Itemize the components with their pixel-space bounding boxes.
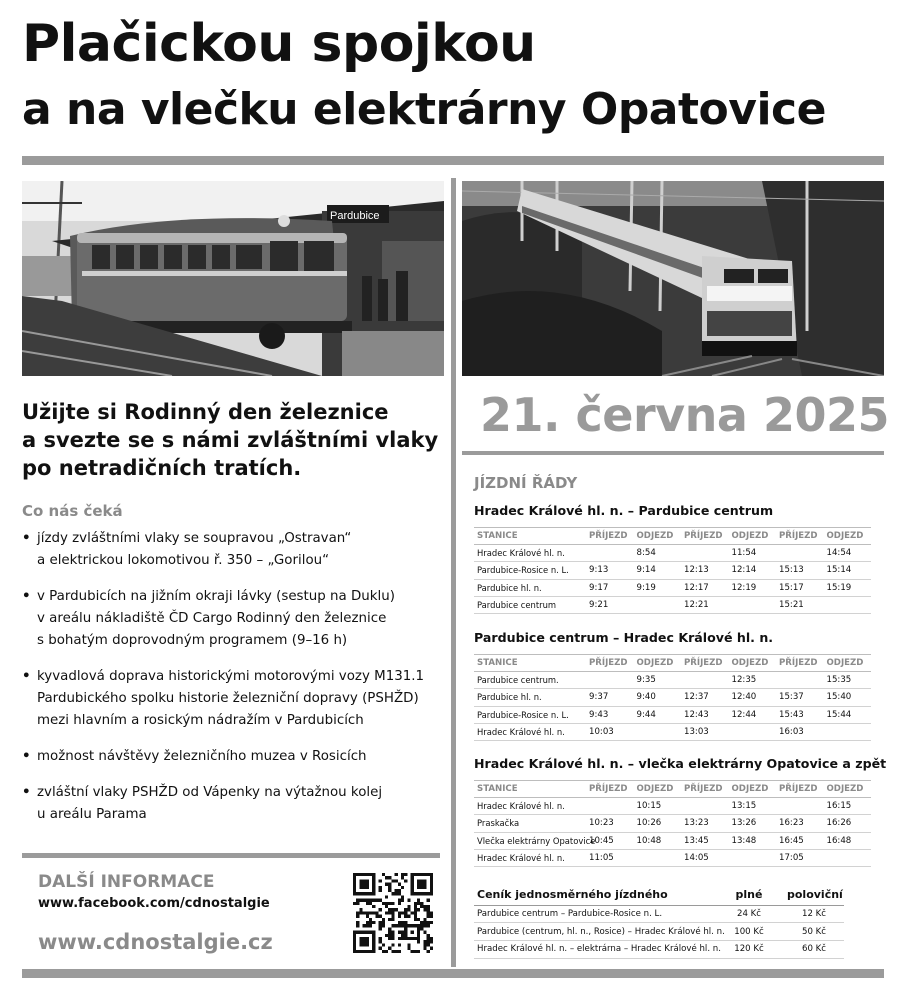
table-row — [474, 596, 871, 613]
table-row — [474, 940, 844, 958]
photo-historic-railcar — [22, 181, 444, 376]
time-cell — [824, 723, 872, 740]
station-name: Hradec Králové hl. n. — [474, 798, 586, 815]
fare-price: 120 Kč — [714, 940, 784, 958]
time-cell: 16:26 — [824, 815, 872, 832]
time-cell: 12:21 — [681, 596, 729, 613]
timetable-column-header: PŘÍJEZD — [586, 781, 634, 798]
time-cell — [729, 849, 777, 866]
time-cell: 17:05 — [776, 849, 824, 866]
what-awaits-item-line: a elektrickou lokomotivou ř. 350 – „Gorilou“ — [37, 553, 330, 568]
what-awaits-heading: Co nás čeká — [22, 502, 123, 520]
timetable-column-header: ODJEZD — [824, 655, 872, 672]
time-cell: 15:19 — [824, 579, 872, 596]
what-awaits-item — [22, 746, 442, 768]
what-awaits-item-line: • kyvadlová doprava historickými motorovými vozy M131.1 — [37, 669, 425, 684]
time-cell: 9:19 — [634, 579, 682, 596]
fare-route: Pardubice (centrum, hl. n., Rosice) – Hradec Králové hl. n. — [474, 923, 714, 941]
timetable-column-header: PŘÍJEZD — [776, 655, 824, 672]
photo-ostravan-train — [462, 181, 884, 376]
timetable-column-header: ODJEZD — [729, 528, 777, 545]
fare-header-row — [474, 885, 844, 905]
time-cell — [776, 672, 824, 689]
qr-code-icon — [353, 873, 433, 953]
time-cell — [729, 596, 777, 613]
time-cell: 12:37 — [681, 689, 729, 706]
timetable-hk-pardubice — [474, 527, 871, 614]
time-cell: 10:48 — [634, 832, 682, 849]
what-awaits-item — [22, 528, 442, 572]
timetables-heading: JÍZDNÍ ŘÁDY — [474, 474, 578, 492]
station-name: Praskačka — [474, 815, 586, 832]
time-cell: 9:37 — [586, 689, 634, 706]
date-divider — [462, 451, 884, 455]
page-title: Plačickou spojkou — [22, 14, 536, 74]
time-cell: 13:48 — [729, 832, 777, 849]
time-cell — [634, 849, 682, 866]
timetable-column-header: ODJEZD — [729, 781, 777, 798]
time-cell: 12:44 — [729, 706, 777, 723]
timetable-title: Pardubice centrum – Hradec Králové hl. n. — [474, 630, 774, 645]
time-cell: 9:40 — [634, 689, 682, 706]
time-cell: 10:03 — [586, 723, 634, 740]
time-cell — [681, 798, 729, 815]
time-cell: 10:45 — [586, 832, 634, 849]
what-awaits-list — [22, 528, 442, 840]
time-cell: 10:23 — [586, 815, 634, 832]
time-cell: 12:14 — [729, 562, 777, 579]
what-awaits-item — [22, 666, 442, 732]
table-row — [474, 706, 871, 723]
timetable-pardubice-hk — [474, 654, 871, 741]
time-cell — [586, 672, 634, 689]
what-awaits-item-line: Pardubického spolku historie železniční dopravy (PSHŽD) — [37, 691, 419, 706]
table-row — [474, 815, 871, 832]
timetable-column-header: STANICE — [474, 528, 586, 545]
column-divider — [451, 178, 456, 967]
station-name: Hradec Králové hl. n. — [474, 545, 586, 562]
time-cell: 12:19 — [729, 579, 777, 596]
timetable-column-header: PŘÍJEZD — [776, 781, 824, 798]
time-cell: 16:23 — [776, 815, 824, 832]
time-cell: 14:54 — [824, 545, 872, 562]
fare-price: 60 Kč — [784, 940, 844, 958]
table-row — [474, 672, 871, 689]
station-name: Vlečka elektrárny Opatovice — [474, 832, 586, 849]
timetable-column-header: PŘÍJEZD — [586, 655, 634, 672]
timetable-column-header: PŘÍJEZD — [681, 655, 729, 672]
fare-column-header: poloviční — [784, 885, 844, 905]
time-cell: 9:44 — [634, 706, 682, 723]
fare-route: Pardubice centrum – Pardubice-Rosice n. L. — [474, 905, 714, 923]
time-cell: 10:26 — [634, 815, 682, 832]
what-awaits-item — [22, 782, 442, 826]
time-cell: 12:43 — [681, 706, 729, 723]
time-cell — [681, 545, 729, 562]
table-row — [474, 923, 844, 941]
what-awaits-item-line: u areálu Parama — [37, 807, 147, 822]
time-cell: 15:40 — [824, 689, 872, 706]
what-awaits-item-line: • jízdy zvláštními vlaky se soupravou „Ostravan“ — [37, 531, 352, 546]
time-cell: 15:44 — [824, 706, 872, 723]
what-awaits-item — [22, 586, 442, 652]
railcar-illustration — [22, 181, 444, 376]
timetable-title: Hradec Králové hl. n. – Pardubice centrum — [474, 503, 774, 518]
time-cell: 11:54 — [729, 545, 777, 562]
table-row — [474, 849, 871, 866]
table-row — [474, 579, 871, 596]
station-name: Pardubice centrum — [474, 596, 586, 613]
time-cell: 13:03 — [681, 723, 729, 740]
time-cell — [634, 723, 682, 740]
station-sign: Pardubice — [330, 210, 380, 222]
time-cell: 10:15 — [634, 798, 682, 815]
time-cell: 11:05 — [586, 849, 634, 866]
fare-column-header: Ceník jednosměrného jízdného — [474, 885, 714, 905]
table-row — [474, 905, 844, 923]
timetable-column-header: ODJEZD — [634, 528, 682, 545]
time-cell: 13:23 — [681, 815, 729, 832]
station-name: Pardubice hl. n. — [474, 689, 586, 706]
time-cell: 13:45 — [681, 832, 729, 849]
timetable-column-header: PŘÍJEZD — [776, 528, 824, 545]
time-cell — [824, 596, 872, 613]
fare-route: Hradec Králové hl. n. – elektrárna – Hradec Králové hl. n. — [474, 940, 714, 958]
timetable-column-header: PŘÍJEZD — [586, 528, 634, 545]
what-awaits-item-line: • v Pardubicích na jižním okraji lávky (sestup na Duklu) — [37, 589, 395, 604]
station-name: Pardubice-Rosice n. L. — [474, 706, 586, 723]
station-name: Hradec Králové hl. n. — [474, 723, 586, 740]
what-awaits-item-line: mezi hlavním a rosickým nádražím v Pardubicích — [37, 713, 364, 728]
page-subtitle: a na vlečku elektrárny Opatovice — [22, 84, 826, 135]
time-cell: 14:05 — [681, 849, 729, 866]
time-cell: 15:14 — [824, 562, 872, 579]
time-cell: 9:43 — [586, 706, 634, 723]
table-row — [474, 798, 871, 815]
time-cell — [824, 849, 872, 866]
time-cell: 12:40 — [729, 689, 777, 706]
table-row — [474, 832, 871, 849]
time-cell: 16:45 — [776, 832, 824, 849]
table-row — [474, 545, 871, 562]
table-row — [474, 689, 871, 706]
fare-price: 24 Kč — [714, 905, 784, 923]
fare-price: 50 Kč — [784, 923, 844, 941]
time-cell — [776, 798, 824, 815]
time-cell: 16:15 — [824, 798, 872, 815]
timetable-column-header: ODJEZD — [634, 781, 682, 798]
time-cell: 15:17 — [776, 579, 824, 596]
timetable-column-header: ODJEZD — [824, 781, 872, 798]
more-info-heading: DALŠÍ INFORMACE — [38, 872, 215, 892]
timetable-column-header: STANICE — [474, 781, 586, 798]
website-link[interactable]: www.cdnostalgie.cz — [38, 930, 273, 954]
time-cell: 8:54 — [634, 545, 682, 562]
fare-price: 100 Kč — [714, 923, 784, 941]
table-row — [474, 562, 871, 579]
time-cell: 12:13 — [681, 562, 729, 579]
fare-price: 12 Kč — [784, 905, 844, 923]
timetable-column-header: PŘÍJEZD — [681, 528, 729, 545]
station-name: Hradec Králové hl. n. — [474, 849, 586, 866]
what-awaits-item-line: v areálu nákladiště ČD Cargo Rodinný den železnice — [37, 611, 387, 626]
time-cell: 9:17 — [586, 579, 634, 596]
timetable-header-row — [474, 528, 871, 545]
timetable-hk-opatovice — [474, 780, 871, 867]
time-cell — [776, 545, 824, 562]
train-illustration — [462, 181, 884, 376]
time-cell — [681, 672, 729, 689]
station-name: Pardubice-Rosice n. L. — [474, 562, 586, 579]
time-cell — [586, 798, 634, 815]
footer-divider — [22, 969, 884, 978]
time-cell: 13:26 — [729, 815, 777, 832]
station-name: Pardubice centrum. — [474, 672, 586, 689]
timetable-header-row — [474, 781, 871, 798]
time-cell: 9:14 — [634, 562, 682, 579]
intro-line: a svezte se s námi zvláštními vlaky — [22, 428, 439, 452]
timetable-column-header: PŘÍJEZD — [681, 781, 729, 798]
time-cell: 15:35 — [824, 672, 872, 689]
facebook-link[interactable]: www.facebook.com/cdnostalgie — [38, 896, 270, 911]
intro-line: po netradičních tratích. — [22, 456, 302, 480]
time-cell: 16:03 — [776, 723, 824, 740]
intro-line: Užijte si Rodinný den železnice — [22, 400, 389, 424]
qr-code[interactable] — [353, 873, 433, 953]
time-cell: 16:48 — [824, 832, 872, 849]
time-cell — [634, 596, 682, 613]
timetable-header-row — [474, 655, 871, 672]
fare-column-header: plné — [714, 885, 784, 905]
what-awaits-item-line: s bohatým doprovodným programem (9–16 h) — [37, 633, 348, 648]
timetable-column-header: ODJEZD — [824, 528, 872, 545]
table-row — [474, 723, 871, 740]
timetable-title: Hradec Králové hl. n. – vlečka elektrárny Opatovice a zpět — [474, 756, 887, 771]
time-cell: 15:37 — [776, 689, 824, 706]
info-divider — [22, 853, 440, 858]
header-divider — [22, 156, 884, 165]
what-awaits-item-line: • možnost návštěvy železničního muzea v Rosicích — [37, 749, 367, 764]
time-cell — [729, 723, 777, 740]
time-cell: 12:17 — [681, 579, 729, 596]
fare-table — [474, 885, 844, 959]
what-awaits-item-line: • zvláštní vlaky PSHŽD od Vápenky na výtažnou kolej — [37, 785, 383, 800]
event-date: 21. června 2025 — [480, 388, 889, 442]
time-cell: 9:21 — [586, 596, 634, 613]
time-cell — [586, 545, 634, 562]
time-cell: 15:43 — [776, 706, 824, 723]
time-cell: 9:13 — [586, 562, 634, 579]
station-name: Pardubice hl. n. — [474, 579, 586, 596]
time-cell: 15:21 — [776, 596, 824, 613]
time-cell: 15:13 — [776, 562, 824, 579]
time-cell: 12:35 — [729, 672, 777, 689]
time-cell: 9:35 — [634, 672, 682, 689]
timetable-column-header: STANICE — [474, 655, 586, 672]
intro-text — [22, 398, 442, 482]
time-cell: 13:15 — [729, 798, 777, 815]
timetable-column-header: ODJEZD — [634, 655, 682, 672]
timetable-column-header: ODJEZD — [729, 655, 777, 672]
